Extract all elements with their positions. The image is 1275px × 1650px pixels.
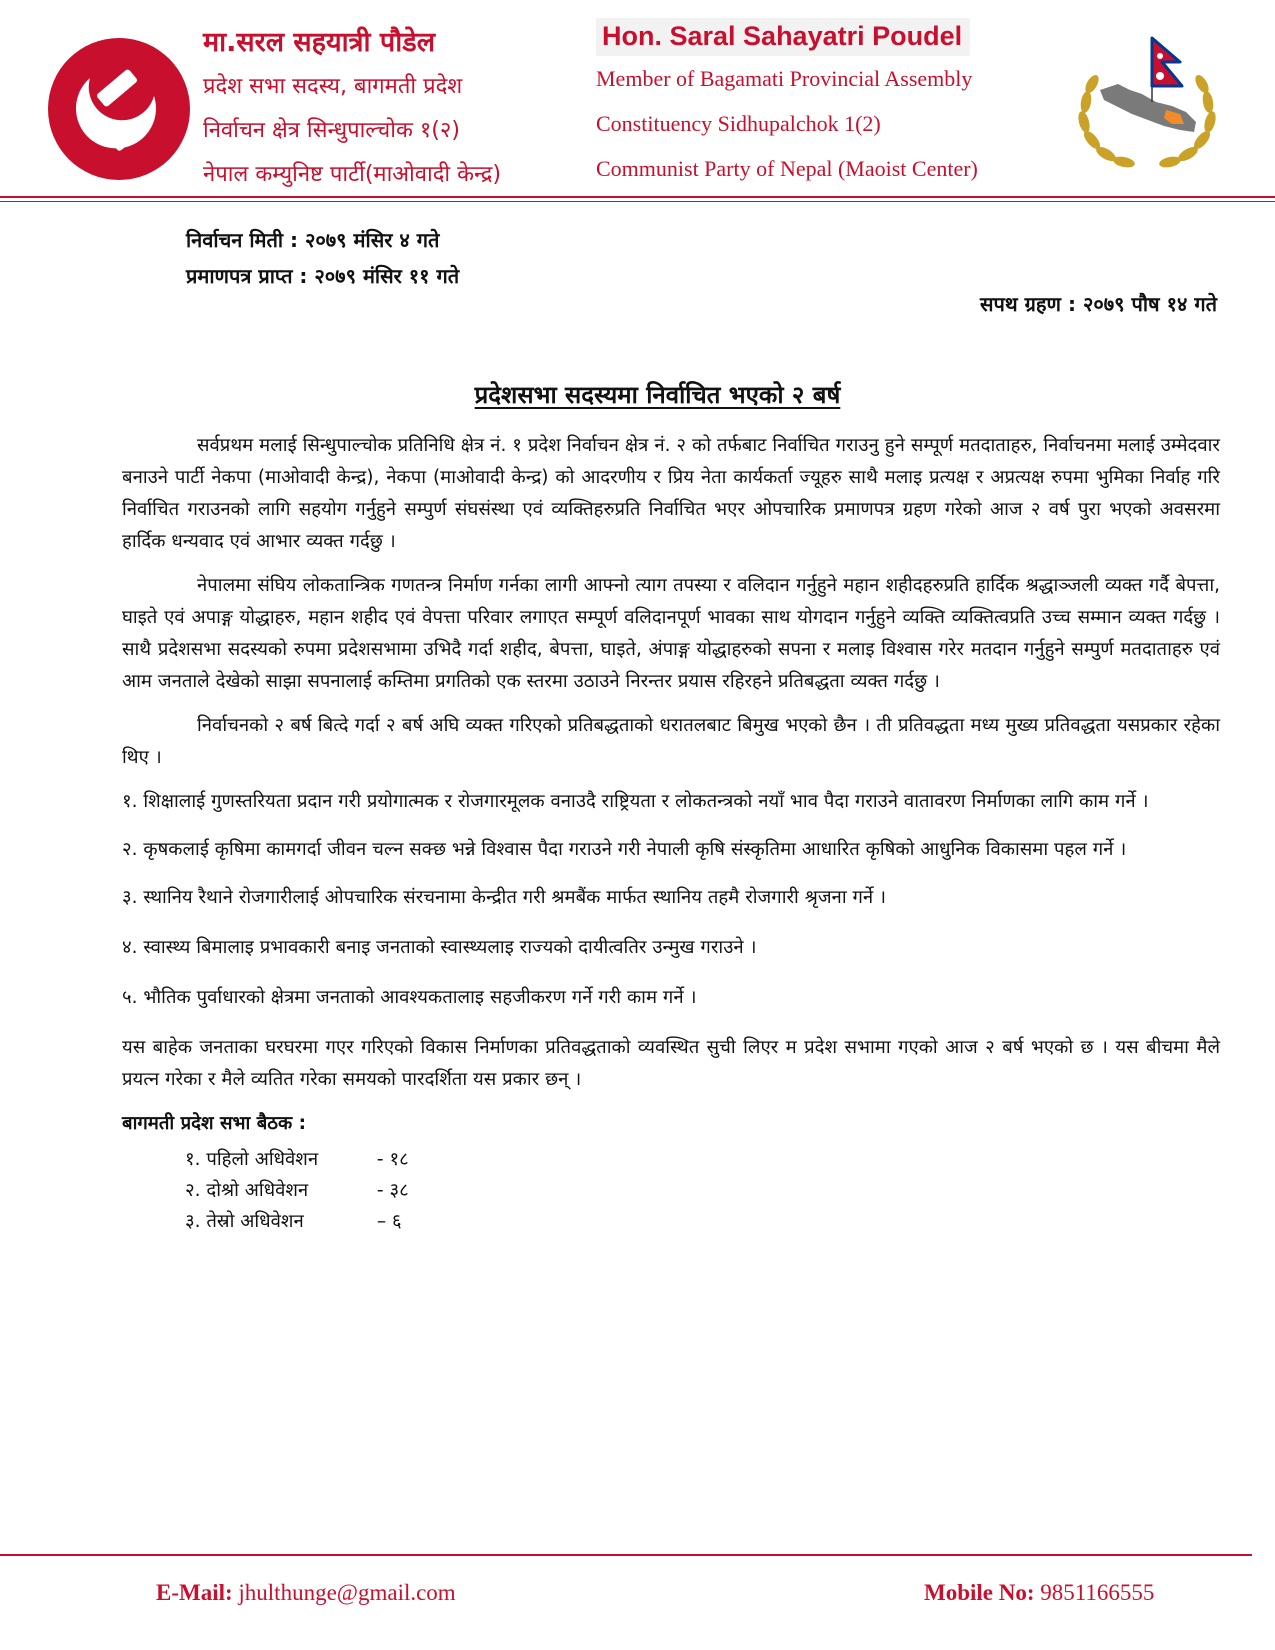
letter-body	[122, 430, 1220, 1237]
election-date: निर्वाचन मिती : २०७९ मंसिर ४ गते	[186, 228, 440, 252]
session-name: ३. तेस्रो अधिवेशन	[185, 1211, 304, 1232]
nepal-map-icon	[1100, 84, 1196, 132]
mobile-number: 9851166555	[1040, 1580, 1155, 1605]
session-item	[185, 1144, 1220, 1175]
english-constituency: Constituency Sidhupalchok 1(2)	[596, 111, 881, 136]
commitment-item: १. शिक्षालाई गुणस्तरियता प्रदान गरी प्रयोगात्मक र रोजगारमूलक वनाउदै राष्ट्रियता र लोकतन्त्रको नयाँ भाव पैदा गराउने वातावरण निर्माणका लागि काम गर्ने ।	[122, 791, 1149, 812]
nepali-party: नेपाल कम्युनिष्ट पार्टी(माओवादी केन्द्र)	[203, 162, 502, 187]
footer-email	[156, 1580, 456, 1606]
date-block	[186, 222, 459, 294]
nepali-name: मा.सरल सहयात्री पौडेल	[203, 27, 436, 58]
english-party: Communist Party of Nepal (Maoist Center)	[596, 156, 978, 181]
closing-paragraph: यस बाहेक जनताका घरघरमा गएर गरिएको विकास निर्माणका प्रतिवद्धताको व्यवस्थित सुची लिएर म प्रदेश सभामा गएको आज २ बर्ष भएको छ । यस बीचमा मैले प्रयत्न गरेका र मैले व्यतित गरेका समयको पारदर्शिता यस प्रकार छन् ।	[122, 1037, 1220, 1090]
wreath-left-icon	[1076, 73, 1135, 169]
oath-date: सपथ ग्रहण : २०७९ पौष १४ गते	[980, 292, 1217, 316]
paragraph-commitment-intro: निर्वाचनको २ बर्ष बित्दे गर्दा २ बर्ष अघि व्यक्त गरिएको प्रतिबद्धताको धरातलबाट बिमुख भएको छैन । ती प्रतिवद्धता मध्य मुख्य प्रतिवद्धता यसप्रकार रहेका थिए ।	[122, 715, 1220, 768]
nepali-constituency: निर्वाचन क्षेत्र सिन्धुपाल्चोक १(२)	[203, 118, 460, 143]
certificate-date: प्रमाणपत्र प्राप्त : २०७९ मंसिर ११ गते	[186, 264, 460, 288]
footer-mobile	[924, 1580, 1154, 1606]
nepali-letterhead	[203, 22, 501, 197]
meeting-heading: बागमती प्रदेश सभा बैठक :	[122, 1113, 307, 1134]
commitment-item: ४. स्वास्थ्य बिमालाइ प्रभावकारी बनाइ जनताको स्वास्थ्यलाइ राज्यको दायीत्वतिर उन्मुख गराउने ।	[122, 937, 757, 958]
mobile-label: Mobile No:	[924, 1580, 1035, 1605]
english-name: Hon. Saral Sahayatri Poudel	[596, 18, 970, 56]
session-item	[185, 1206, 1220, 1237]
session-count: - १८	[376, 1149, 409, 1170]
nepal-flag-icon	[1152, 38, 1182, 102]
title-text: प्रदेशसभा सदस्यमा निर्वाचित भएको २ बर्ष	[474, 381, 841, 409]
session-item	[185, 1175, 1220, 1206]
english-role: Member of Bagamati Provincial Assembly	[596, 66, 973, 91]
email-address: jhulthunge@gmail.com	[238, 1580, 456, 1605]
commitment-item: २. कृषकलाई कृषिमा कामगर्दा जीवन चल्न सक्छ भन्ने विश्वास पैदा गराउने गरी नेपाली कृषि संस्कृतिमा आधारित कृषिको आधुनिक विकासमा पहल गर्ने ।	[122, 839, 1127, 860]
hammer-sickle-logo	[46, 36, 192, 182]
nepali-role: प्रदेश सभा सदस्य, बागमती प्रदेश	[203, 74, 463, 99]
letterhead	[0, 0, 1275, 200]
page-title	[0, 378, 1275, 411]
header-rule	[0, 196, 1275, 198]
commitment-item: ३. स्थानिय रैथाने रोजगारीलाई ओपचारिक संरचनामा केन्द्रीत गरी श्रमबैंक मार्फत स्थानिय तहमै रोजगारी श्रृजना गर्ने ।	[122, 887, 887, 908]
session-name: १. पहिलो अधिवेशन	[185, 1149, 319, 1170]
paragraph-tribute: नेपालमा संघिय लोकतान्त्रिक गणतन्त्र निर्माण गर्नका लागी आफ्नो त्याग तपस्या र वलिदान गर्नुहुने महान शहीदहरुप्रति हार्दिक श्रद्धाञ्जली व्यक्त गर्दै बेपत्ता, घाइते एवं अपाङ्ग योद्धाहरु, महान शहीद एवं वेपत्ता परिवार लगाएत सम्पूर्ण वलिदानपूर्ण भावका साथ योगदान गर्नुहुने व्यक्ति व्यक्तित्वप्रति उच्च सम्मान व्यक्त गर्दछु । साथै प्रदेशसभा सदस्यको रुपमा प्रदेशसभामा उभिदै गर्दा शहीद, बेपत्ता, घाइते, अंपाङ्ग योद्धाहरुको सपना र मलाइ विश्वास गरेर मतदान गर्नुहुने सम्पुर्ण मतदाताहरु एवं आम जनताले देखेको साझा सपनालाई कम्तिमा प्रगतिको एक स्तरमा उठाउने निरन्तर प्रयास रहिरहने प्रतिबद्धता व्यक्त गर्दछु ।	[122, 575, 1220, 692]
session-count: – ६	[376, 1211, 402, 1232]
nepal-map-flag-emblem	[1072, 32, 1222, 172]
commitment-item: ५. भौतिक पुर्वाधारको क्षेत्रमा जनताको आवश्यकतालाइ सहजीकरण गर्ने गरी काम गर्ने ।	[122, 987, 697, 1008]
header-rule-thin	[0, 201, 1275, 202]
session-list	[185, 1144, 1220, 1237]
session-count: - ३८	[376, 1180, 409, 1201]
paragraph-gratitude: सर्वप्रथम मलाई सिन्धुपाल्चोक प्रतिनिधि क्षेत्र नं. १ प्रदेश निर्वाचन क्षेत्र नं. २ को तर्फबाट निर्वाचित गराउनु हुने सम्पूर्ण मतदाताहरु, निर्वाचनमा मलाई उम्मेदवार बनाउने पार्टी नेकपा (माओवादी केन्द्र), नेकपा (माओवादी केन्द्र) को आदरणीय र प्रिय नेता कार्यकर्ता ज्यूहरु साथै मलाइ प्रत्यक्ष र अप्रत्यक्ष रुपमा भुमिका निर्वाह गरि निर्वाचित गराउनको लागि सहयोग गर्नुहुने सम्पुर्ण संघसंस्था एवं व्यक्तिहरुप्रति निर्वाचित भएर ओपचारिक प्रमाणपत्र ग्रहण गरेको आज २ वर्ष पुरा भएको अवसरमा हार्दिक धन्यवाद एवं आभार व्यक्त गर्दछु ।	[122, 435, 1220, 552]
footer-rule	[0, 1554, 1252, 1556]
session-name: २. दोश्रो अधिवेशन	[185, 1180, 309, 1201]
english-letterhead	[596, 18, 978, 191]
email-label: E-Mail:	[156, 1580, 233, 1605]
